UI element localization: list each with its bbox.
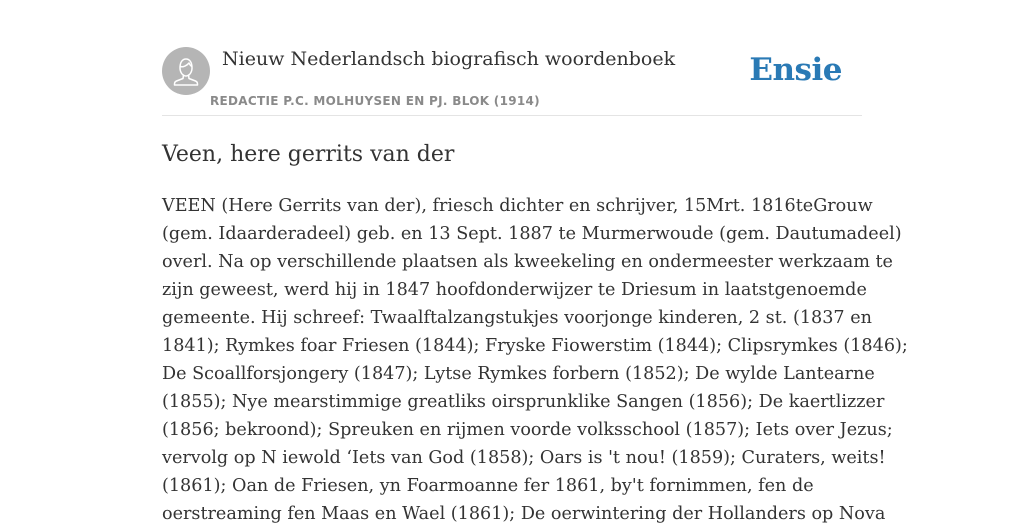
entry-line: zijn geweest, werd hij in 1847 hoofdonderwijzer te Driesum in laatstgenoemde [162,280,867,300]
entry-line: (1861); Oan de Friesen, yn Foarmoanne fer 1861, by't fornimmen, fen de [162,476,814,496]
entry-title: Veen, here gerrits van der [162,142,455,167]
entry-line: VEEN (Here Gerrits van der), friesch dichter en schrijver, 15Mrt. 1816teGrouw [162,196,873,216]
header-divider [162,115,862,116]
entry-line: gemeente. Hij schreef: Twaalftalzangstukjes voorjonge kinderen, 2 st. (1837 en [162,308,872,328]
entry-line: overl. Na op verschillende plaatsen als kweekeling en ondermeester werkzaam te [162,252,893,272]
source-header [162,46,862,116]
entry-line: (gem. Idaarderadeel) geb. en 13 Sept. 1887 te Murmerwoude (gem. Dautumadeel) [162,224,902,244]
entry-line: (1855); Nye mearstimmige greatliks oirsprunklike Sangen (1856); De kaertlizzer [162,392,885,412]
ensie-logo[interactable]: Ensie [749,52,842,88]
entry-line: vervolg op N iewold ‘Iets van God (1858); Oars is 't nou! (1859); Curaters, weits! [162,448,886,468]
entry-line: oerstreaming fen Maas en Wael (1861); De oerwintering der Hollanders op Nova [162,504,886,524]
entry-line: 1841); Rymkes foar Friesen (1844); Fryske Fiowerstim (1844); Clipsrymkes (1846); [162,336,908,356]
source-subtitle: REDACTIE P.C. MOLHUYSEN EN PJ. BLOK (1914) [210,94,540,108]
entry-body [162,192,908,528]
source-title[interactable]: Nieuw Nederlandsch biografisch woordenboek [222,48,676,70]
entry-line: (1856; bekroond); Spreuken en rijmen voorde volksschool (1857); Iets over Jezus; [162,420,893,440]
entry-line: De Scoallforsjongery (1847); Lytse Rymkes forbern (1852); De wylde Lantearne [162,364,875,384]
user-silhouette-icon [162,47,210,95]
